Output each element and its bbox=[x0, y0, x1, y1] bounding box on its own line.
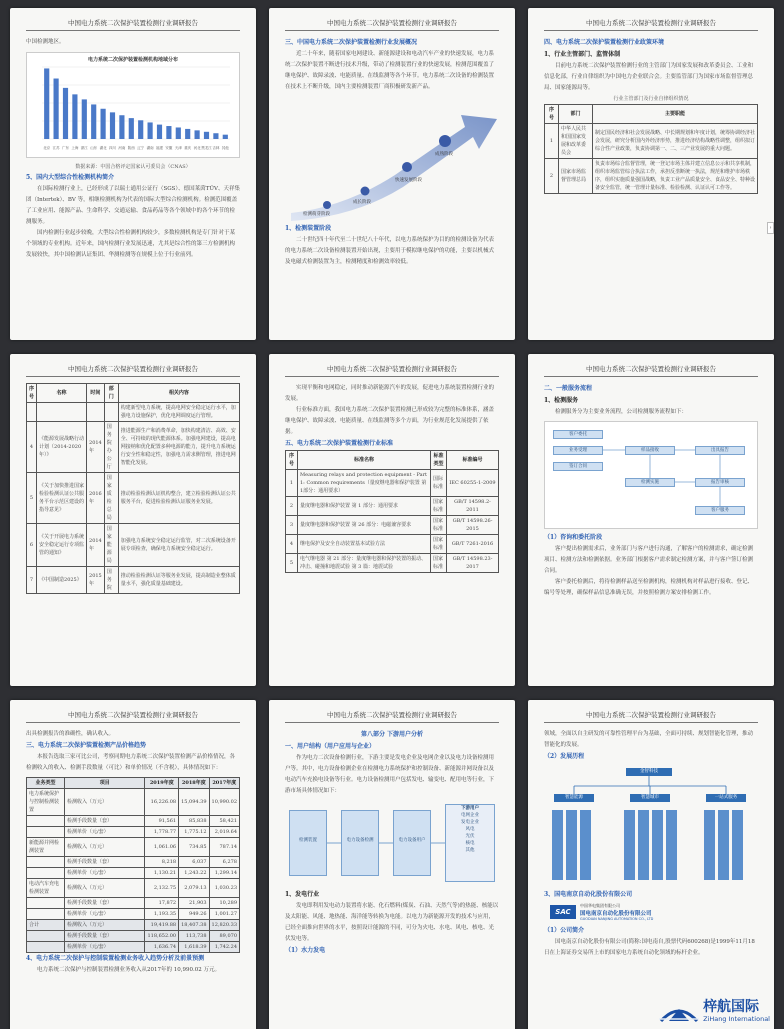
flow-step: 出具报告 bbox=[695, 446, 745, 455]
bar-四川 bbox=[110, 112, 115, 139]
timeline-graphic bbox=[285, 95, 499, 223]
paragraph: 实现平衡和电网稳定，同时推动新能源汽车的发展，促进电力系统装置检测行业的发展。 bbox=[285, 385, 495, 402]
table-header: 部门 bbox=[559, 105, 593, 124]
paragraph: 近二十年来，随着国家电网建设、新能源建设和电动汽车产业的快速发展，电力系统二次保护装置不断进行技术升级，带动了检测装置行业的快速发展，检测范围覆盖了继电保护、故障录波、电能质量、在线监测等各个环节。电力系统二次设备的检测装置在技术上不断升级，国内主要检测装置厂商积极研发新产品。 bbox=[285, 51, 495, 90]
bar-安徽 bbox=[166, 126, 171, 139]
table-row: 1 Measuring relays and protection equipment - Part 1: Common requirements（量度继电器和保护装置 第1部分：通用要求） 国际标准 IEC 60255-1-2009 bbox=[286, 470, 499, 497]
x-tick-label: 吉林 bbox=[212, 146, 220, 150]
table-row: 2 国家市场监督管理总局 负责市场综合监督管理，统一登记市场主体并建立信息公示和共享机制，组织市场监管综合执法工作，承担反垄断统一执法，规范和维护市场秩序，组织实施质量强国战略，负责工业产品质量安全、食品安全、特种设备安全监管，统一管理计量标准、检验检测、认证认可工作等。 bbox=[545, 159, 758, 194]
table-row: 检测单价（元/套） 1,193.35 949.26 1,001.27 bbox=[27, 909, 240, 920]
table-header: 标准类型 bbox=[431, 451, 447, 470]
subsection-heading: （1）公司简介 bbox=[544, 927, 585, 934]
doc-page-1[interactable] bbox=[10, 8, 256, 340]
doc-page-7[interactable] bbox=[10, 700, 256, 1029]
x-tick-label: 重庆 bbox=[184, 146, 192, 150]
table-header: 时间 bbox=[87, 384, 105, 403]
chart-title: 电力系统二次保护装置检测机构地域分布 bbox=[87, 57, 178, 63]
bar-chart-svg bbox=[30, 63, 234, 153]
table-row: 6 《关于开展电力系统安全稳定运行专项监管的通知》 2014年 国家能源局 加强电力系统安全稳定运行监管，对二次系统设备开展专项检查，确保电力系统安全稳定运行。 bbox=[27, 524, 240, 567]
page-header: 中国电力系统二次保护装置检测行业调研报告 bbox=[285, 18, 499, 31]
table-row: 检测手段数量（套） 17,872 21,903 10,289 bbox=[27, 898, 240, 909]
table-header: 项目 bbox=[65, 778, 145, 789]
timeline-label: 检测萌芽阶段 bbox=[303, 212, 330, 217]
doc-page-6[interactable] bbox=[528, 354, 774, 686]
page-header: 中国电力系统二次保护装置检测行业调研报告 bbox=[544, 710, 758, 723]
x-tick-label: 广东 bbox=[62, 146, 69, 150]
section-heading: 一、用户结构（用户应用与企业） bbox=[285, 743, 376, 750]
table-row: 新能源并网检测装置 检测收入（万元） 1,061.06 734.85 787.14 bbox=[27, 838, 240, 857]
paragraph: 出具检测报告的准确性，确认收入。 bbox=[26, 731, 115, 737]
x-tick-label: 河北 bbox=[193, 146, 201, 150]
x-tick-label: 安徽 bbox=[165, 146, 173, 150]
x-tick-label: 北京 bbox=[43, 146, 51, 150]
page-header: 中国电力系统二次保护装置检测行业调研报告 bbox=[544, 18, 758, 31]
table-row: 电动汽车充电检测装置 检测收入（万元） 2,132.75 2,079.13 1,030.23 bbox=[27, 879, 240, 898]
table-row: 构建新型电力系统，提高电网安全稳定运行水平，加强电力设施保护，优化电网调度运行管理。 bbox=[27, 403, 240, 422]
paragraph: 检测服务分为主要业务流程，公司检测服务流程如下： bbox=[555, 409, 688, 415]
table-row: 检测单价（元/套） 1,130.21 1,243.22 1,299.14 bbox=[27, 868, 240, 879]
watermark bbox=[659, 1000, 770, 1023]
doc-page-3[interactable] bbox=[528, 8, 774, 340]
table-row: 检测手段数量（套） 91,561 85,838 58,421 bbox=[27, 816, 240, 827]
bar-江苏 bbox=[54, 79, 59, 139]
bar-黑龙江 bbox=[204, 132, 209, 139]
company-cn-name: 国电南京自动化股份有限公司 bbox=[580, 911, 652, 917]
section-heading: 3、国电南京自动化股份有限公司 bbox=[544, 891, 633, 898]
table-header: 主要职能 bbox=[593, 105, 758, 124]
policy-table bbox=[26, 383, 240, 594]
flow-step: 检测装置 bbox=[289, 810, 327, 876]
subsection-heading: 1、行业主管部门、监管体制 bbox=[544, 51, 621, 58]
bar-河南 bbox=[119, 115, 124, 139]
bar-吉林 bbox=[213, 133, 218, 139]
x-tick-label: 黑龙江 bbox=[201, 146, 212, 150]
table-header: 序号 bbox=[27, 384, 37, 403]
page-header: 中国电力系统二次保护装置检测行业调研报告 bbox=[285, 364, 499, 377]
bar-山东 bbox=[91, 104, 96, 139]
org-node: 一站式服务 bbox=[706, 794, 746, 802]
paragraph: 二十世纪四十年代至二十世纪八十年代，以电力系统保护为目的的检测设备为代表的电力系统二次设备检测装置开始出现，主要用于模拟继电保护的功能，主要以机械式及电磁式检测装置为主，检测精度和检测效率较低。 bbox=[285, 237, 495, 265]
bar-上海 bbox=[72, 94, 77, 139]
flow-arrows bbox=[285, 800, 499, 886]
paragraph: 发电即利用发电动力装置将水能、化石燃料(煤炭、石油、天然气等)的热能、核能以及太阳能、风能、地热能、海洋能等转换为电能。以电力为新能源开发的技术与应用，已经全面推向世界的水平，按照设计能源的不同，可分为火电、水电、风电、核电、光伏发电等。 bbox=[285, 903, 499, 942]
flow-step: 检测实施 bbox=[625, 478, 675, 487]
x-tick-label: 湖南 bbox=[146, 146, 154, 150]
section-heading: 三、电力系统二次保护装置检测产品价格趋势 bbox=[26, 742, 147, 749]
flow-step: 报告审核 bbox=[695, 478, 745, 487]
x-tick-label: 江苏 bbox=[52, 146, 60, 150]
paragraph: 客户委托检测后，将待检测样品送至检测机构，检测机构对样品进行接收、登记、编号等处理，确保样品信息准确无误，并按照检测方案安排检测工作。 bbox=[544, 579, 754, 596]
bar-福建 bbox=[157, 125, 162, 139]
bar-其他 bbox=[223, 135, 228, 139]
flow-step: 签订合同 bbox=[553, 462, 603, 471]
table-row: 5 电气继电器 第 21 部分：量度继电器和保护装置的振动、冲击、碰撞和地震试验 第 3 篇：地震试验 国家标准 GB/T 14598.23-2017 bbox=[286, 554, 499, 573]
service-flowchart bbox=[544, 421, 758, 529]
org-root: 金智科技 bbox=[626, 768, 672, 776]
paragraph: 行业标准方面，我国电力系统二次保护装置检测已形成较为完整的标准体系，涵盖继电保护、故障录波、电能质量、在线监测等多个方面，为行业规范化发展提供了依据。 bbox=[285, 407, 495, 435]
x-tick-label: 天津 bbox=[174, 146, 182, 150]
flow-step: 电力设备检测 bbox=[341, 810, 379, 876]
section-heading: 5、国内大型综合性检测机构简介 bbox=[26, 174, 115, 181]
table-row: 4 《能源发展战略行动计划（2014-2020年）》 2014年 国务院办公厅 推进能源生产和消费革命，加快构建清洁、高效、安全、可持续的现代能源体系。加强电网建设，提高电网接纳和优化配置多种电源的能力，提升电力系统运行安全性和稳定性，加强电力需求侧管理，推进电网智能化发展。 bbox=[27, 422, 240, 473]
doc-page-2[interactable] bbox=[269, 8, 515, 340]
x-tick-label: 四川 bbox=[109, 146, 116, 150]
flow-step: 电力设备用户 bbox=[393, 810, 431, 876]
section-heading: 三、中国电力系统二次保护装置检测行业发展概况 bbox=[285, 39, 418, 46]
flow-step: 样品接收 bbox=[625, 446, 675, 455]
bar-陕西 bbox=[129, 118, 134, 139]
org-node: 智慧能源 bbox=[554, 794, 594, 802]
chart-source: 数据来源：中国合格评定国家认可委员会（CNAS） bbox=[75, 164, 191, 170]
table-row: 1 中华人民共和国国家发展和改革委员会 制定国民经济和社会发展战略、中长期规划和年度计划，统筹协调经济社会发展，研究分析国内外经济形势，推进经济结构战略性调整，组织拟订综合性产业政策，负责协调第一、二、三产业发展的重大问题。 bbox=[545, 124, 758, 159]
watermark-cn: 梓航国际 bbox=[703, 999, 760, 1015]
price-table bbox=[26, 777, 240, 953]
org-node: 智慧城市 bbox=[630, 794, 670, 802]
downstream-flowchart bbox=[285, 800, 499, 886]
watermark-en: ZiHang International bbox=[703, 1015, 770, 1023]
table-header: 名称 bbox=[37, 384, 87, 403]
table-row: 电力系统保护与控制检测装置 检测收入（万元） 16,226.08 15,094.39 10,990.02 bbox=[27, 789, 240, 816]
bar-湖南 bbox=[148, 122, 153, 139]
bar-浙江 bbox=[82, 99, 87, 139]
paragraph: 领域，全面以自主研发的可靠性管理平台为基础，全面可持续、规划智能化管理，推动智能化的发展。 bbox=[544, 731, 754, 748]
page-header: 中国电力系统二次保护装置检测行业调研报告 bbox=[544, 364, 758, 377]
doc-page-4[interactable] bbox=[10, 354, 256, 686]
x-tick-label: 其他 bbox=[221, 146, 229, 150]
page-header: 中国电力系统二次保护装置检测行业调研报告 bbox=[285, 710, 499, 723]
x-tick-label: 福建 bbox=[156, 146, 163, 150]
x-tick-label: 河南 bbox=[118, 146, 126, 150]
part-heading: 第八部分 下游用户分析 bbox=[360, 731, 424, 738]
paragraph: 在国际检测行业上，已经形成了以瑞士通用公证行（SGS）、德国莱茵TÜV、天祥集团（Intertek）、BV 等，相继检测机构为代表的国际大型综合检测机构。检测范围覆盖了工业应用、能源产品、生命科学、交通运输、食品药品等各个领域中的各个环节的检测服务。 bbox=[26, 186, 240, 225]
page-grid bbox=[10, 8, 774, 1021]
x-tick-label: 山东 bbox=[90, 146, 98, 150]
doc-page-5[interactable] bbox=[269, 354, 515, 686]
x-tick-label: 浙江 bbox=[80, 146, 88, 150]
flow-step: 业务受理 bbox=[553, 446, 603, 455]
table-caption: 行业主管部门及行业自律组织情况 bbox=[613, 96, 689, 102]
paragraph: 国电南京自动化股份有限公司(简称:国电南自,股票代码600268)是1999年11月18日在上海证券交易所上市的国家电力系统自动化领域的标杆企业。 bbox=[544, 939, 755, 956]
x-tick-label: 湖北 bbox=[99, 146, 107, 150]
subsection-heading: （1）水力发电 bbox=[285, 947, 326, 954]
flow-step: 客户委托 bbox=[553, 430, 603, 439]
section-heading: 四、电力系统二次保护装置检测行业政策环境 bbox=[544, 39, 665, 46]
subsection-heading: 1、检测服务 bbox=[544, 397, 579, 404]
page-header: 中国电力系统二次保护装置检测行业调研报告 bbox=[26, 364, 240, 377]
table-row: 检测单价（元/套） 1,778.77 1,775.12 2,019.64 bbox=[27, 827, 240, 838]
company-logo bbox=[550, 903, 758, 921]
section-heading: 4、电力系统二次保护与控制装置检测业务收入趋势分析及前景预测 bbox=[26, 955, 205, 962]
table-header: 业务类型 bbox=[27, 778, 65, 789]
paragraph: 目前电力系统二次保护装置检测行业的主管部门为国家发展和改革委员会、工业和信息化部，行业自律组织为中国电力企业联合会。主要监管部门为国家市场监督管理总局、国家能源局等。 bbox=[544, 63, 754, 91]
table-row: 检测手段数量（套） 8,218 6,037 6,278 bbox=[27, 857, 240, 868]
table-row: 检测单价（元/套） 1,636.74 1,618.39 1,742.24 bbox=[27, 942, 240, 953]
org-chart bbox=[544, 766, 758, 886]
flow-step: 下游用户 电网企业 发电企业 风电 光伏 核电 其他 bbox=[445, 804, 495, 882]
table-header: 相关内容 bbox=[118, 384, 239, 403]
timeline-label: 快速发展阶段 bbox=[395, 178, 422, 183]
bar-湖北 bbox=[101, 109, 106, 139]
subsection-heading: 1、发电行业 bbox=[285, 891, 320, 898]
doc-page-9[interactable] bbox=[528, 700, 774, 1029]
section-heading: 二、一般服务流程 bbox=[544, 385, 593, 392]
paragraph: 电力系统二次保护与控制装置检测业务收入从2017年的 10,990.02 万元。 bbox=[37, 967, 220, 973]
bar-河北 bbox=[195, 130, 200, 139]
table-row: 7 《中国制造2025》 2015年 国务院 推动检验检测认证等服务业发展，提高制造业整体质量水平，强化质量基础建设。 bbox=[27, 567, 240, 594]
bar-辽宁 bbox=[138, 120, 143, 139]
dept-table bbox=[544, 104, 758, 194]
table-header: 2018年度 bbox=[179, 778, 209, 789]
table-row: 3 量度继电器和保护装置 第 26 部分：电磁兼容要求 国家标准 GB/T 14598.26-2015 bbox=[286, 516, 499, 535]
table-row: 4 继电保护及安全自动装置基本试验方法 国家标准 GB/T 7261-2016 bbox=[286, 535, 499, 554]
bar-天津 bbox=[176, 127, 181, 139]
paragraph: 作为电力二次设备检测行业，下游主要是发电企业及电网企业以及电力设备检测用户等。其中，电力设备检测企业在检测电力系统保护和控制设备、新能源并网设备以及电动汽车充换电设备等行业。电力设备检测用户包括发电、输变电、配用电等行业，下游市场具体情况如下： bbox=[285, 755, 495, 794]
zihang-logo-icon bbox=[659, 1001, 699, 1023]
table-header: 序号 bbox=[545, 105, 559, 124]
company-en-name: GUODIAN NANJING AUTOMATION CO., LTD bbox=[580, 917, 654, 921]
paragraph: 客户提出检测需求后，业务部门与客户进行沟通，了解客户的检测需求，确定检测项目、检测方法和检测依据。业务部门根据客户需求制定检测方案，并与客户签订检测合同。 bbox=[544, 546, 754, 574]
table-row: 5 《关于加快推进国家检验检测认证公共服务平台示范区建设的指导意见》 2016年 国家质检总局 推动检验检测认证机构整合，建立检验检测认证公共服务平台，促进检验检测认证服务业发展。 bbox=[27, 473, 240, 524]
bar-北京 bbox=[44, 68, 49, 139]
table-header: 2017年度 bbox=[209, 778, 239, 789]
lead-text: 中国检测地区。 bbox=[26, 39, 65, 45]
table-header: 标准名称 bbox=[298, 451, 431, 470]
flow-step: 客户服务 bbox=[695, 506, 745, 515]
subsection-heading: （1）咨询和委托阶段 bbox=[544, 534, 603, 541]
table-header: 部门 bbox=[104, 384, 118, 403]
table-row: 2 量度继电器和保护装置 第 1 部分：通用要求 国家标准 GB/T 14598.2-2011 bbox=[286, 497, 499, 516]
flow-arrows bbox=[545, 422, 757, 530]
x-tick-label: 陕西 bbox=[127, 146, 135, 150]
section-heading: 五、电力系统二次保护装置检测行业标准 bbox=[285, 440, 394, 447]
x-tick-label: 上海 bbox=[71, 146, 79, 150]
chevron-right-icon[interactable]: › bbox=[767, 222, 774, 234]
table-header: 2019年度 bbox=[145, 778, 179, 789]
table-row: 合计 检测收入（万元） 19,419.88 18,407.38 12,820.33 bbox=[27, 920, 240, 931]
subsection-heading: （2）发展历程 bbox=[544, 753, 585, 760]
bar-重庆 bbox=[185, 129, 190, 139]
sac-logo-icon: SAC bbox=[550, 905, 576, 919]
bar-chart bbox=[26, 52, 240, 158]
bar-广东 bbox=[63, 88, 68, 139]
table-header: 标准编号 bbox=[447, 451, 499, 470]
company-tag: 中国华电集团有限公司 bbox=[580, 903, 620, 908]
table-row: 检测手段数量（套） 118,652.00 113,738 89,070 bbox=[27, 931, 240, 942]
page-header: 中国电力系统二次保护装置检测行业调研报告 bbox=[26, 710, 240, 723]
timeline-arrow-svg bbox=[285, 95, 499, 223]
timeline-label: 成长阶段 bbox=[353, 200, 371, 205]
page-header: 中国电力系统二次保护装置检测行业调研报告 bbox=[26, 18, 240, 31]
doc-page-8[interactable] bbox=[269, 700, 515, 1029]
subsection-heading: 1、检测装置阶段 bbox=[285, 225, 332, 232]
standards-table bbox=[285, 450, 499, 573]
paragraph: 国内检测行业起步较晚，大型综合性检测机构较少，多数检测机构是专门针对于某个领域的专业机构。近年来，国内检测行业发展迅速，尤其是综合性的第三方检测机构发展较快，其中国检测认证集团、华测检测等在规模上位于行业前列。 bbox=[26, 230, 236, 258]
timeline-label: 成熟阶段 bbox=[435, 152, 453, 157]
table-header: 序号 bbox=[286, 451, 298, 470]
x-tick-label: 辽宁 bbox=[137, 146, 145, 150]
paragraph: 本报告选取三家可比公司，考察同期电力系统二次保护装置检测产品价格情况，各检测收入的收入、检测手段数量（可比）和单价情况（不含税），具体情况如下： bbox=[26, 754, 236, 771]
